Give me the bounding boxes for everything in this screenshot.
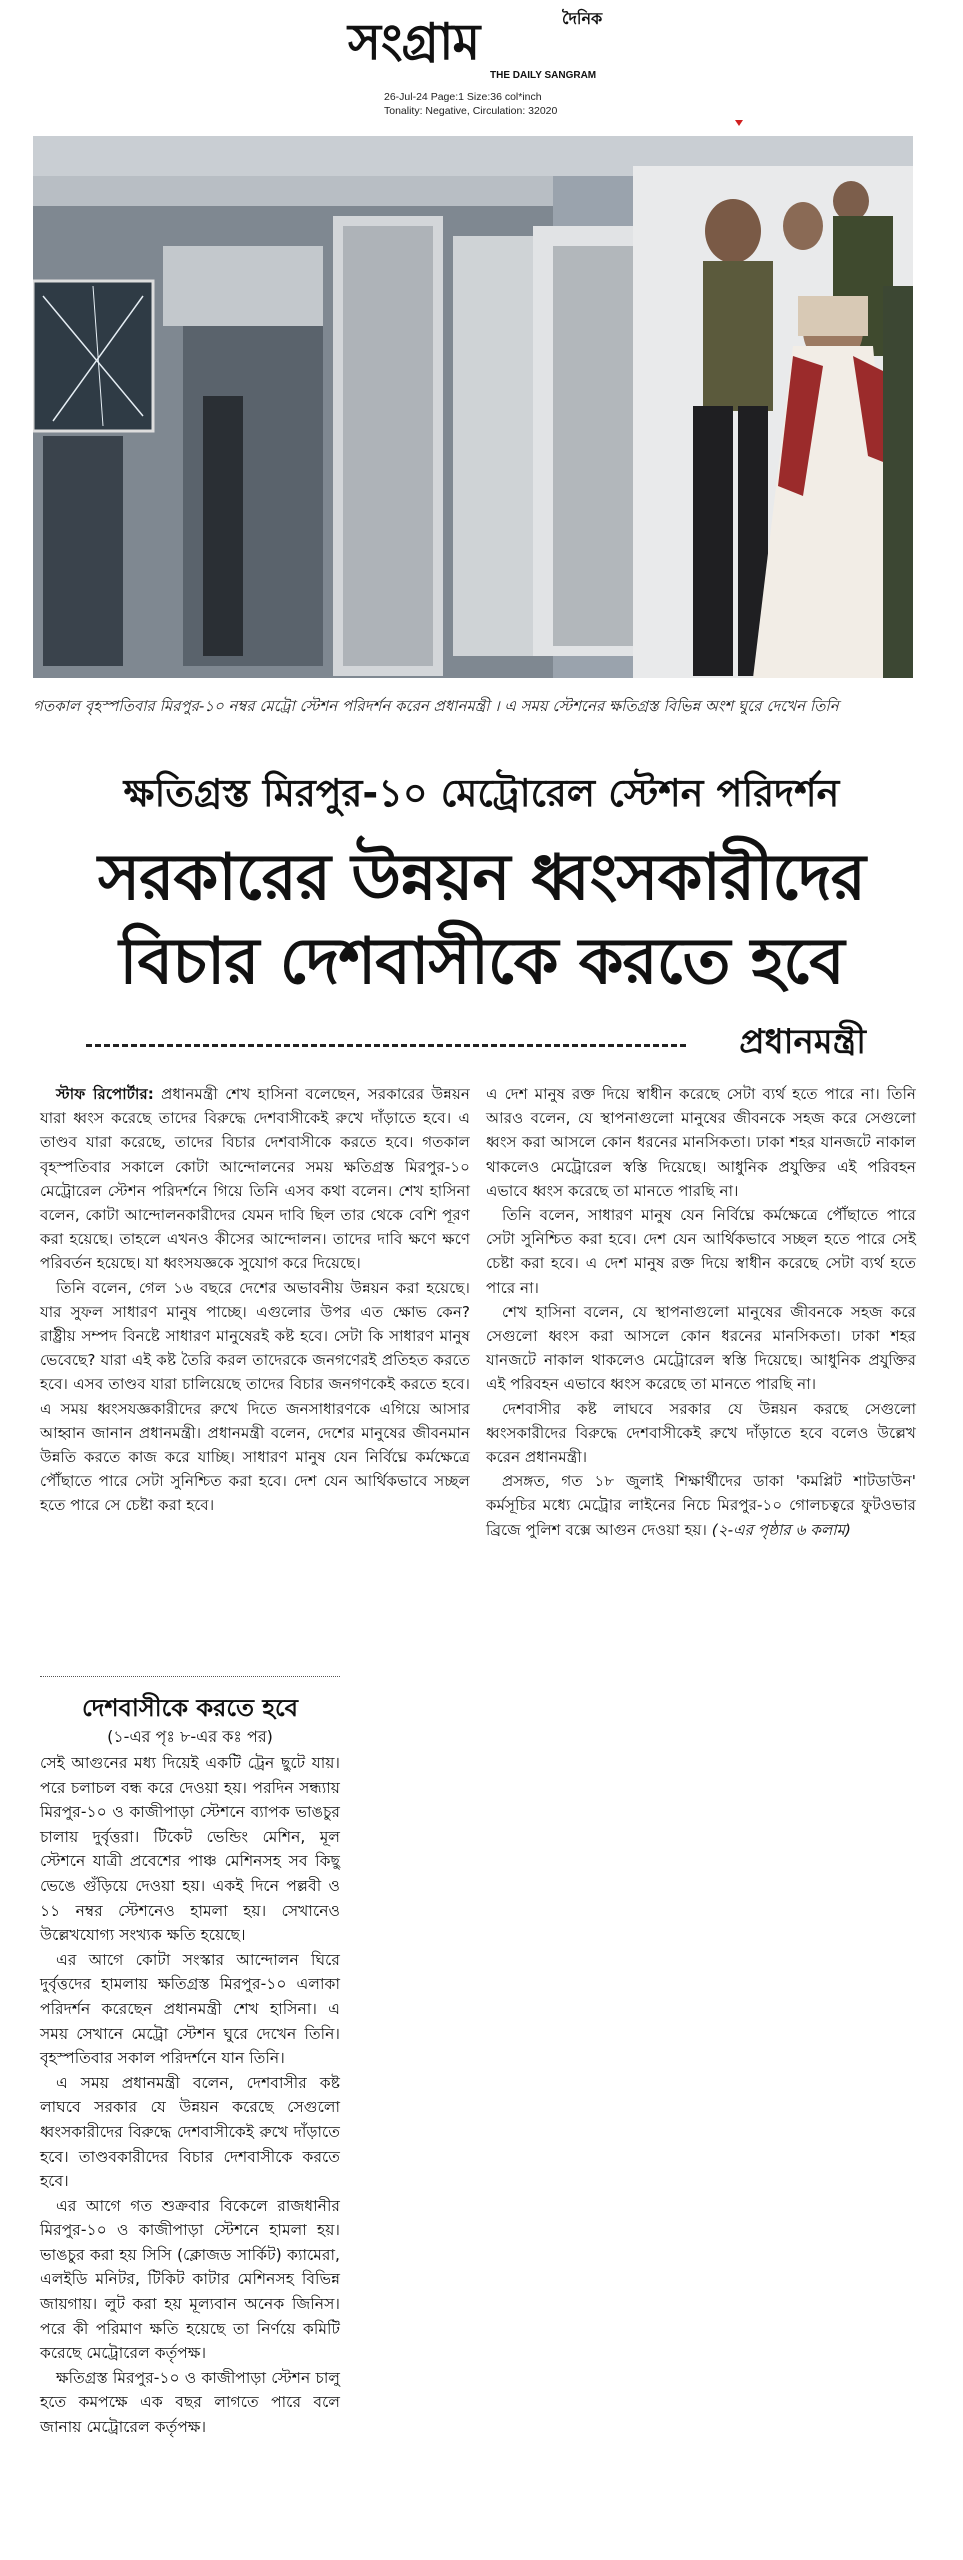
masthead-daily: দৈনিক [562, 9, 603, 28]
continuation-divider [40, 1676, 340, 1677]
jump-reference: (২-এর পৃষ্ঠার ৬ কলাম) [706, 1520, 851, 1539]
article-paragraph: তিনি বলেন, সাধারণ মানুষ যেন নির্বিঘ্নে কর্মক্ষেত্রে পৌঁছাতে পারে সেটা সুনিশ্চিত করা হবে। দেশ যেন আর্থিকভাবে সচ্ছল হতে পারে সেই চেষ্টা করা হবে। এ দেশ মানুষ রক্ত দিয়ে স্বাধীন করেছে সেটা ব্যর্থ হতে পারে না। [486, 1206, 916, 1297]
reporter-label: স্টাফ রিপোর্টার: [56, 1085, 154, 1103]
article-paragraph: এ দেশ মানুষ রক্ত দিয়ে স্বাধীন করেছে সেটা ব্যর্থ হতে পারে না। তিনি আরও বলেন, যে স্থাপনাগুলো মানুষের জীবনকে সহজ করে সেগুলো ধ্বংস করা আসলে কোন ধরনের মানসিকতা। ঢাকা শহর যানজটে নাকাল থাকলেও মেট্রোরেল স্বস্তি দিয়েছে। আধুনিক প্রযুক্তির এই পরিবহন এভাবে ধ্বংস করেছে তা মানতে পারছি না। [486, 1085, 916, 1200]
article-kicker: ক্ষতিগ্রস্ত মিরপুর-১০ মেট্রোরেল স্টেশন পরিদর্শন [123, 771, 840, 815]
article-byline: প্রধানমন্ত্রী [739, 1022, 866, 1062]
article-paragraph: দেশবাসীর কষ্ট লাঘবে সরকার যে উন্নয়ন করছে সেগুলো ধ্বংসকারীদের বিরুদ্ধে দেশবাসীকেই রুখে দাঁড়াতে হবে বলেও উল্লেখ করেন প্রধানমন্ত্রী। [486, 1399, 916, 1467]
clipping-meta [384, 90, 557, 118]
article-column-1 [40, 1082, 470, 1518]
article-photo [33, 136, 913, 678]
metro-station-photo-illustration [33, 136, 913, 678]
continuation-paragraph: সেই আগুনের মধ্য দিয়েই একটি ট্রেন ছুটে যায়। পরে চলাচল বন্ধ করে দেওয়া হয়। পরদিন সন্ধ্যায় মিরপুর-১০ ও কাজীপাড়া স্টেশনে ব্যাপক ভাঙচুর চালায় দুর্বৃত্তরা। টিকেট ভেন্ডিং মেশিন, মূল স্টেশনে যাত্রী প্রবেশের পাঞ্চ মেশিনসহ সব কিছু ভেঙে গুঁড়িয়ে দেওয়া হয়। একই দিনে পল্লবী ও ১১ নম্বর স্টেশনেও হামলা হয়। সেখানেও উল্লেখযোগ্য সংখ্যক ক্ষতি হয়েছে। [40, 1754, 340, 1945]
article-paragraph: তিনি বলেন, গেল ১৬ বছরে দেশের অভাবনীয় উন্নয়ন করা হয়েছে। যার সুফল সাধারণ মানুষ পাচ্ছে। এগুলোর উপর এত ক্ষোভ কেন? রাষ্ট্রীয় সম্পদ বিনষ্টে সাধারণ মানুষেরই কষ্ট হবে। সেটা কি সাধারণ মানুষ ভেবেছে? যারা এই কষ্ট তৈরি করল তাদেরকে জনগণেরই প্রতিহত করতে হবে। এসব তাণ্ডব যারা চালিয়েছে তাদের বিচার জনগণকেই করতে হবে। এ সময় ধ্বংসযজ্ঞকারীদের রুখে দিতে জনসাধারণকে এগিয়ে আসার আহ্বান জানান প্রধানমন্ত্রী। প্রধানমন্ত্রী বলেন, দেশের মানুষের জীবনমান উন্নতি করতে কাজ করে যাচ্ছি। সাধারণ মানুষ যেন নির্বিঘ্নে কর্মক্ষেত্রে পৌঁছাতে পারে সেটা সুনিশ্চিত করা হবে। দেশ যেন আর্থিকভাবে সচ্ছল হতে পারে সে চেষ্টা করা হবে। [40, 1278, 470, 1515]
continuation-paragraph: এর আগে কোটা সংস্কার আন্দোলন ঘিরে দুর্বৃত্তদের হামলায় ক্ষতিগ্রস্ত মিরপুর-১০ এলাকা পরিদর্শন করেছেন প্রধানমন্ত্রী শেখ হাসিনা। এ সময় সেখানে মেট্রো স্টেশন ঘুরে দেখেন তিনি। বৃহস্পতিবার সকাল পরিদর্শনে যান তিনি। [40, 1950, 340, 2068]
continuation-section [40, 1676, 340, 2440]
continuation-paragraph: এর আগে গত শুক্রবার বিকেলে রাজধানীর মিরপুর-১০ ও কাজীপাড়া স্টেশনে হামলা হয়। ভাঙচুর করা হয় সিসি (ক্লোজড সার্কিট) ক্যামেরা, এলইডি মনিটর, টিকিট কাটার মেশিনসহ বিভিন্ন জায়গায়। লুট করা হয় মূল্যবান অনেক জিনিস। পরে কী পরিমাণ ক্ষতি হয়েছে তা নির্ণয়ে কমিটি করেছে মেট্রোরেল কর্তৃপক্ষ। [40, 2196, 340, 2363]
continuation-paragraph: ক্ষতিগ্রস্ত মিরপুর-১০ ও কাজীপাড়া স্টেশন চালু হতে কমপক্ষে এক বছর লাগতে পারে বলে জানায় মেট্রোরেল কর্তৃপক্ষ। [40, 2368, 340, 2437]
continuation-body [40, 1751, 340, 2440]
masthead [330, 6, 630, 86]
article-column-2 [486, 1082, 916, 1542]
masthead-subtitle: THE DAILY SANGRAM [490, 70, 597, 81]
headline-line-1: সরকারের উন্নয়ন ধ্বংসকারীদের [98, 841, 865, 915]
byline-row [86, 1020, 866, 1064]
dashed-divider [86, 1044, 686, 1047]
article-paragraph: প্রসঙ্গত, গত ১৮ জুলাই শিক্ষার্থীদের ডাকা 'কমপ্লিট শাটডাউন' কর্মসূচির মধ্যে মেট্রোর লাইনের নিচে মিরপুর-১০ গোলচত্বরে ফুটওভার ব্রিজে পুলিশ বক্সে আগুন দেওয়া হয়। (২-এর পৃষ্ঠার ৬ কলাম) [486, 1472, 916, 1539]
masthead-logo: সংগ্রাম [348, 13, 480, 71]
article-headline [0, 836, 963, 1004]
article-paragraph: স্টাফ রিপোর্টার: প্রধানমন্ত্রী শেখ হাসিনা বলেছেন, সরকারের উন্নয়ন যারা ধ্বংস করেছে তাদের বিরুদ্ধে দেশবাসীকেই রুখে দাঁড়াতে হবে। এ তাণ্ডব যারা করেছে, তাদের বিচার দেশবাসীকে করতে হবে। গতকাল বৃহস্পতিবার সকালে কোটা আন্দোলনের সময় ক্ষতিগ্রস্ত মিরপুর-১০ মেট্রোরেল স্টেশন পরিদর্শনে গিয়ে তিনি এসব কথা বলেন। শেখ হাসিনা বলেন, কোটা আন্দোলনকারীদের যেমন দাবি ছিল তার থেকে বেশি পূরণ করা হয়েছে। তাহলে এখনও কীসের আন্দোলন। তাদের দাবি ক্ষণে ক্ষণে পরিবর্তন হয়েছে। যা ধ্বংসযজ্ঞকে সুযোগ করে দিয়েছে। [40, 1085, 470, 1273]
meta-line-1: 26-Jul-24 Page:1 Size:36 col*inch [384, 91, 542, 103]
meta-line-2: Tonality: Negative, Circulation: 32020 [384, 105, 558, 117]
continuation-title: দেশবাসীকে করতে হবে [82, 1694, 298, 1722]
headline-line-2: বিচার দেশবাসীকে করতে হবে [119, 925, 844, 999]
continuation-paragraph: এ সময় প্রধানমন্ত্রী বলেন, দেশবাসীর কষ্ট লাঘবে সরকার যে উন্নয়ন করেছে সেগুলো ধ্বংসকারীদের বিরুদ্ধে দেশবাসীকেই রুখে দাঁড়াতে হবে। তাণ্ডবকারীদের বিচার দেশবাসীকে করতে হবে। [40, 2073, 340, 2191]
photo-caption: গতকাল বৃহস্পতিবার মিরপুর-১০ নম্বর মেট্রো স্টেশন পরিদর্শন করেন প্রধানমন্ত্রী । এ সময় স্টেশনের ক্ষতিগ্রস্ত বিভিন্ন অংশ ঘুরে দেখেন তিনি [33, 697, 839, 715]
article-paragraph: শেখ হাসিনা বলেন, যে স্থাপনাগুলো মানুষের জীবনকে সহজ করে সেগুলো ধ্বংস করা আসলে কোন ধরনের মানসিকতা। ঢাকা শহর যানজটে নাকাল থাকলেও মেট্রোরেল স্বস্তি দিয়েছে। আধুনিক প্রযুক্তির এই পরিবহন এভাবে ধ্বংস করেছে তা মানতে পারছি না। [486, 1302, 916, 1394]
continuation-from: (১-এর পৃঃ ৮-এর কঃ পর) [107, 1727, 273, 1746]
red-marker-icon [735, 120, 743, 126]
